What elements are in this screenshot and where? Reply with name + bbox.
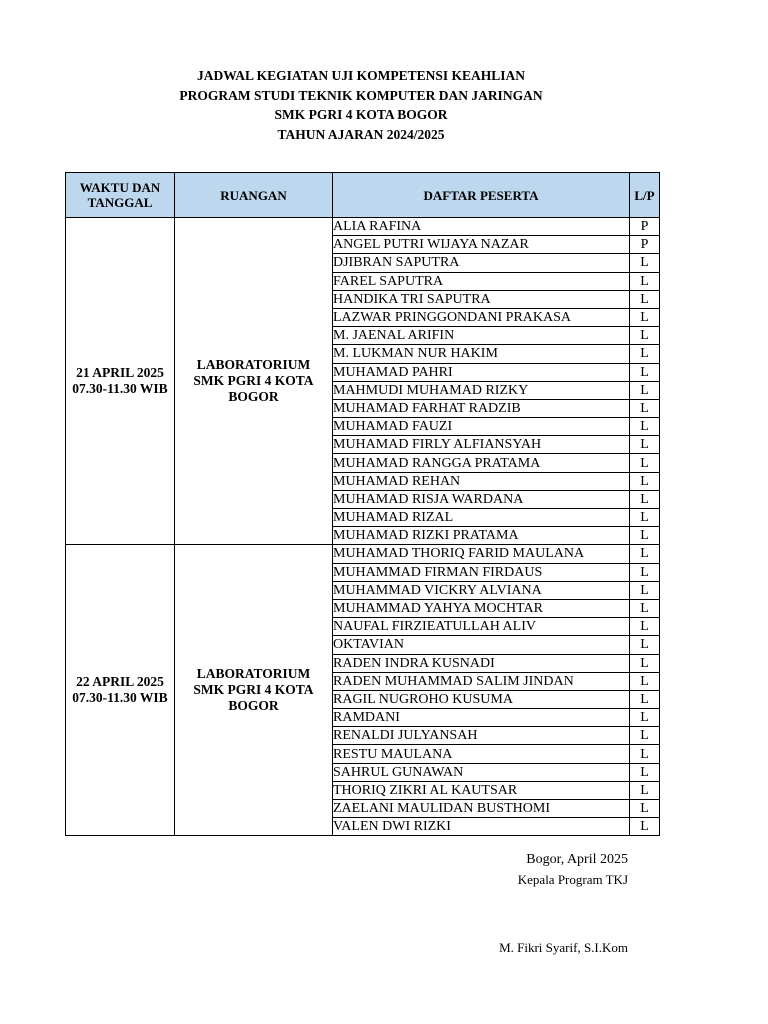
participant-name: ANGEL PUTRI WIJAYA NAZAR: [333, 236, 630, 254]
participant-gender: L: [630, 472, 660, 490]
participant-name: RAGIL NUGROHO KUSUMA: [333, 690, 630, 708]
participant-name: SAHRUL GUNAWAN: [333, 763, 630, 781]
participant-gender: L: [630, 327, 660, 345]
participant-name: MUHAMAD RIZKI PRATAMA: [333, 527, 630, 545]
session-room: [175, 545, 333, 836]
header-daftar-peserta: DAFTAR PESERTA: [333, 173, 630, 218]
participant-gender: L: [630, 563, 660, 581]
participant-gender: L: [630, 745, 660, 763]
signature-name: M. Fikri Syarif, S.I.Kom: [499, 940, 628, 955]
header-waktu-tanggal: WAKTU DAN TANGGAL: [66, 173, 175, 218]
participant-gender: L: [630, 363, 660, 381]
participant-name: HANDIKA TRI SAPUTRA: [333, 290, 630, 308]
participant-gender: L: [630, 308, 660, 326]
participant-gender: L: [630, 690, 660, 708]
participant-name: RENALDI JULYANSAH: [333, 727, 630, 745]
participant-gender: L: [630, 545, 660, 563]
participant-name: M. JAENAL ARIFIN: [333, 327, 630, 345]
participant-name: VALEN DWI RIZKI: [333, 818, 630, 836]
participant-name: MUHAMAD THORIQ FARID MAULANA: [333, 545, 630, 563]
session-time: 07.30-11.30 WIB: [72, 690, 168, 706]
room-line: BOGOR: [228, 698, 279, 714]
schedule-table: [65, 172, 660, 836]
participant-gender: L: [630, 672, 660, 690]
participant-name: OKTAVIAN: [333, 636, 630, 654]
participant-gender: L: [630, 654, 660, 672]
participant-gender: L: [630, 618, 660, 636]
participant-gender: L: [630, 527, 660, 545]
participant-gender: L: [630, 818, 660, 836]
table-row: [66, 545, 660, 563]
participant-name: MUHAMAD FIRLY ALFIANSYAH: [333, 436, 630, 454]
participant-name: ZAELANI MAULIDAN BUSTHOMI: [333, 800, 630, 818]
title-line-4: TAHUN AJARAN 2024/2025: [277, 126, 445, 142]
participant-gender: L: [630, 272, 660, 290]
participant-gender: L: [630, 254, 660, 272]
participant-gender: L: [630, 709, 660, 727]
table-body: [66, 218, 660, 836]
room-line: BOGOR: [228, 389, 279, 405]
participant-gender: L: [630, 436, 660, 454]
participant-name: MUHAMAD RIZAL: [333, 509, 630, 527]
room-line: LABORATORIUM: [196, 666, 311, 682]
header-ruangan: RUANGAN: [175, 173, 333, 218]
participant-gender: L: [630, 418, 660, 436]
participant-gender: P: [630, 236, 660, 254]
participant-gender: L: [630, 727, 660, 745]
session-room: [175, 218, 333, 545]
session-date-time: [66, 218, 175, 545]
participant-name: MAHMUDI MUHAMAD RIZKY: [333, 381, 630, 399]
session-date-time: [66, 545, 175, 836]
participant-name: MUHAMAD RANGGA PRATAMA: [333, 454, 630, 472]
participant-gender: L: [630, 636, 660, 654]
participant-name: MUHAMAD RISJA WARDANA: [333, 490, 630, 508]
session-date: 21 APRIL 2025: [76, 365, 164, 381]
participant-gender: L: [630, 490, 660, 508]
participant-name: M. LUKMAN NUR HAKIM: [333, 345, 630, 363]
title-line-1: JADWAL KEGIATAN UJI KOMPETENSI KEAHLIAN: [196, 68, 526, 83]
participant-gender: P: [630, 218, 660, 236]
participant-name: NAUFAL FIRZIEATULLAH ALIV: [333, 618, 630, 636]
participant-name: MUHAMMAD VICKRY ALVIANA: [333, 581, 630, 599]
participant-gender: L: [630, 454, 660, 472]
room-line: SMK PGRI 4 KOTA: [193, 682, 314, 698]
participant-gender: L: [630, 800, 660, 818]
title-line-3: SMK PGRI 4 KOTA BOGOR: [274, 107, 448, 122]
participant-name: RADEN INDRA KUSNADI: [333, 654, 630, 672]
participant-name: ALIA RAFINA: [333, 218, 630, 236]
participant-name: DJIBRAN SAPUTRA: [333, 254, 630, 272]
participant-gender: L: [630, 399, 660, 417]
participant-gender: L: [630, 509, 660, 527]
title-line-2: PROGRAM STUDI TEKNIK KOMPUTER DAN JARINGAN: [179, 87, 543, 103]
table-header-row: [66, 173, 660, 218]
participant-gender: L: [630, 290, 660, 308]
document-title: [0, 66, 722, 144]
participant-name: FAREL SAPUTRA: [333, 272, 630, 290]
participant-name: MUHAMMAD YAHYA MOCHTAR: [333, 599, 630, 617]
participant-name: RADEN MUHAMMAD SALIM JINDAN: [333, 672, 630, 690]
participant-name: MUHAMAD PAHRI: [333, 363, 630, 381]
participant-name: RAMDANI: [333, 709, 630, 727]
table-row: [66, 218, 660, 236]
participant-name: MUHAMAD FARHAT RADZIB: [333, 399, 630, 417]
participant-name: MUHAMAD FAUZI: [333, 418, 630, 436]
room-line: LABORATORIUM: [196, 357, 311, 373]
signature-role: Kepala Program TKJ: [517, 872, 628, 887]
participant-gender: L: [630, 581, 660, 599]
session-date: 22 APRIL 2025: [76, 674, 164, 690]
participant-name: LAZWAR PRINGGONDANI PRAKASA: [333, 308, 630, 326]
participant-gender: L: [630, 763, 660, 781]
participant-name: MUHAMMAD FIRMAN FIRDAUS: [333, 563, 630, 581]
header-lp: L/P: [630, 173, 660, 218]
signature-place-date: Bogor, April 2025: [526, 852, 628, 867]
session-time: 07.30-11.30 WIB: [72, 381, 168, 397]
participant-gender: L: [630, 599, 660, 617]
room-line: SMK PGRI 4 KOTA: [193, 373, 314, 389]
participant-name: THORIQ ZIKRI AL KAUTSAR: [333, 781, 630, 799]
participant-gender: L: [630, 381, 660, 399]
participant-gender: L: [630, 781, 660, 799]
participant-gender: L: [630, 345, 660, 363]
participant-name: RESTU MAULANA: [333, 745, 630, 763]
participant-name: MUHAMAD REHAN: [333, 472, 630, 490]
